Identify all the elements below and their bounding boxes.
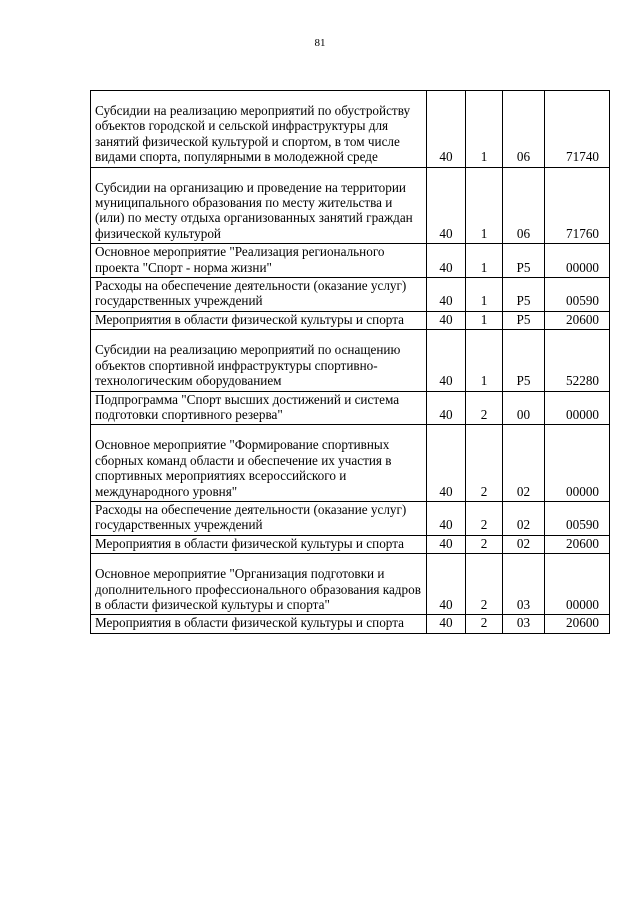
code-cell: P5 — [503, 278, 545, 312]
code-cell: 00000 — [545, 425, 610, 502]
row-name: Основное мероприятие "Реализация регионального проекта "Спорт - норма жизни" — [91, 244, 427, 278]
code-cell: 40 — [427, 554, 466, 615]
code-cell: 71740 — [545, 91, 610, 168]
code-cell: 1 — [466, 278, 503, 312]
code-cell: 40 — [427, 167, 466, 244]
code-cell: P5 — [503, 330, 545, 391]
code-cell: 40 — [427, 501, 466, 535]
code-cell: 71760 — [545, 167, 610, 244]
code-cell: 06 — [503, 91, 545, 168]
table-row — [91, 330, 610, 391]
table-row — [91, 91, 610, 168]
code-cell: 02 — [503, 501, 545, 535]
code-cell: 2 — [466, 554, 503, 615]
table-row — [91, 311, 610, 329]
code-cell: P5 — [503, 311, 545, 329]
code-cell: 1 — [466, 330, 503, 391]
row-name: Мероприятия в области физической культуры и спорта — [91, 615, 427, 633]
code-cell: 40 — [427, 330, 466, 391]
code-cell: 40 — [427, 535, 466, 553]
code-cell: 1 — [466, 311, 503, 329]
code-cell: 00590 — [545, 501, 610, 535]
table-row — [91, 167, 610, 244]
code-cell: 06 — [503, 167, 545, 244]
code-cell: 02 — [503, 535, 545, 553]
code-cell: 2 — [466, 501, 503, 535]
code-cell: 1 — [466, 244, 503, 278]
code-cell: 03 — [503, 615, 545, 633]
table-row — [91, 615, 610, 633]
row-name: Мероприятия в области физической культуры и спорта — [91, 311, 427, 329]
table-row — [91, 535, 610, 553]
code-cell: 2 — [466, 391, 503, 425]
budget-classification-table — [90, 90, 610, 634]
code-cell: 00000 — [545, 391, 610, 425]
code-cell: 00590 — [545, 278, 610, 312]
row-name: Расходы на обеспечение деятельности (оказание услуг) государственных учреждений — [91, 278, 427, 312]
code-cell: 00000 — [545, 554, 610, 615]
code-cell: 40 — [427, 278, 466, 312]
code-cell: 20600 — [545, 615, 610, 633]
row-name: Субсидии на реализацию мероприятий по оснащению объектов спортивной инфраструктуры спортивно-технологическим оборудованием — [91, 330, 427, 391]
code-cell: 40 — [427, 391, 466, 425]
code-cell: P5 — [503, 244, 545, 278]
code-cell: 2 — [466, 425, 503, 502]
code-cell: 1 — [466, 91, 503, 168]
table-row — [91, 391, 610, 425]
code-cell: 1 — [466, 167, 503, 244]
code-cell: 40 — [427, 615, 466, 633]
code-cell: 52280 — [545, 330, 610, 391]
code-cell: 20600 — [545, 535, 610, 553]
code-cell: 00000 — [545, 244, 610, 278]
table-row — [91, 244, 610, 278]
table-row — [91, 278, 610, 312]
table-row — [91, 501, 610, 535]
code-cell: 00 — [503, 391, 545, 425]
code-cell: 03 — [503, 554, 545, 615]
row-name: Субсидии на реализацию мероприятий по обустройству объектов городской и сельской инфраструктуры для занятий физической культурой и спортом, в том числе видами спорта, популярными в молодежной среде — [91, 91, 427, 168]
code-cell: 40 — [427, 244, 466, 278]
code-cell: 40 — [427, 91, 466, 168]
code-cell: 2 — [466, 535, 503, 553]
row-name: Расходы на обеспечение деятельности (оказание услуг) государственных учреждений — [91, 501, 427, 535]
row-name: Основное мероприятие "Формирование спортивных сборных команд области и обеспечение их участия в спортивных мероприятиях всероссийского и международного уровня" — [91, 425, 427, 502]
page-number: 81 — [314, 37, 326, 49]
code-cell: 02 — [503, 425, 545, 502]
table-row — [91, 425, 610, 502]
row-name: Подпрограмма "Спорт высших достижений и система подготовки спортивного резерва" — [91, 391, 427, 425]
code-cell: 40 — [427, 311, 466, 329]
code-cell: 40 — [427, 425, 466, 502]
row-name: Субсидии на организацию и проведение на территории муниципального образования по месту жительства и (или) по месту отдыха организованных занятий граждан физической культурой — [91, 167, 427, 244]
code-cell: 2 — [466, 615, 503, 633]
row-name: Основное мероприятие "Организация подготовки и дополнительного профессионального образования кадров в области физической культуры и спорта" — [91, 554, 427, 615]
row-name: Мероприятия в области физической культуры и спорта — [91, 535, 427, 553]
table-row — [91, 554, 610, 615]
code-cell: 20600 — [545, 311, 610, 329]
